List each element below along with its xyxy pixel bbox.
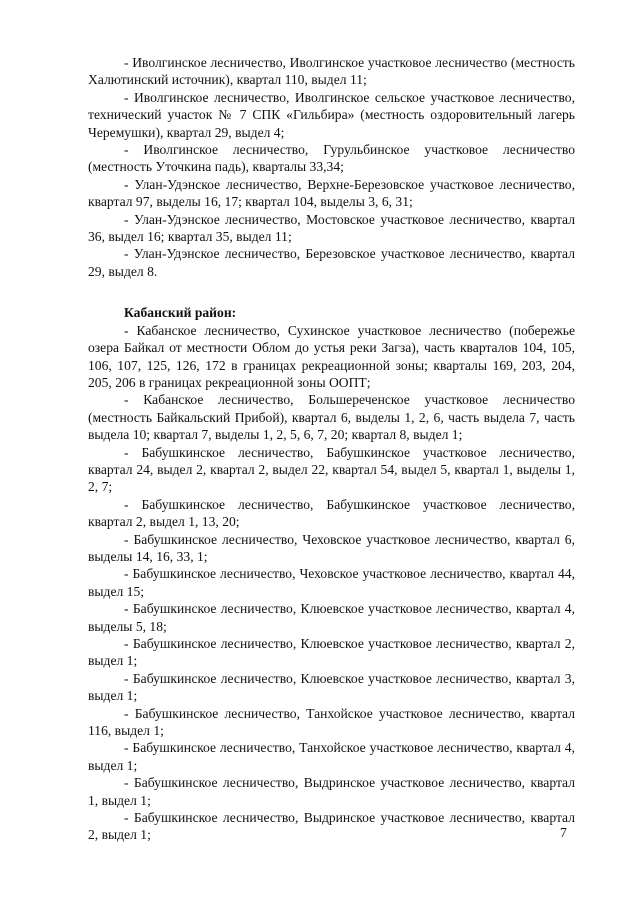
paragraph: - Бабушкинское лесничество, Бабушкинское участковое лесничество, квартал 24, выдел 2, квартал 2, выдел 22, квартал 54, выдел 5, квартал 1, выделы 1, 2, 7; [88,444,575,495]
section-heading: Кабанский район: [124,305,237,321]
paragraph: - Кабанское лесничество, Большереченское участковое лесничество (местность Байкальский Прибой), квартал 6, выделы 1, 2, 6, часть выдела 7, часть выдела 10; квартал 7, выделы 1, 2, 5, 6, 7, 20; квартал 8, выдел 1; [88,392,575,443]
paragraph: - Иволгинское лесничество, Иволгинское сельское участковое лесничество, технический участок № 7 СПК «Гильбира» (местность оздоровительный лагерь Черемушки), квартал 29, выдел 4; [88,89,575,140]
paragraph: - Бабушкинское лесничество, Клюевское участковое лесничество, квартал 3, выдел 1; [88,670,575,704]
paragraph: - Иволгинское лесничество, Гурульбинское участковое лесничество (местность Уточкина падь), кварталы 33,34; [88,142,575,175]
paragraph: - Иволгинское лесничество, Иволгинское участковое лесничество (местность Халютинский источник), квартал 110, выдел 11; [88,55,575,88]
paragraph: - Бабушкинское лесничество, Выдринское участковое лесничество, квартал 2, выдел 1; [88,810,575,843]
paragraph: - Улан-Удэнское лесничество, Березовское участковое лесничество, квартал 29, выдел 8. [88,246,575,279]
paragraph: - Бабушкинское лесничество, Чеховское участковое лесничество, квартал 6, выделы 14, 16, 33, 1; [88,531,575,564]
paragraph: - Улан-Удэнское лесничество, Верхне-Березовское участковое лесничество, квартал 97, выделы 16, 17; квартал 104, выделы 3, 6, 31; [88,176,575,210]
section-gap [88,280,575,304]
paragraph: - Бабушкинское лесничество, Бабушкинское участковое лесничество, квартал 2, выдел 1, 13, 20; [88,496,575,530]
paragraph: - Бабушкинское лесничество, Танхойское участковое лесничество, квартал 116, выдел 1; [88,705,575,739]
paragraph: - Бабушкинское лесничество, Танхойское участковое лесничество, квартал 4, выдел 1; [88,740,575,773]
paragraph: - Бабушкинское лесничество, Чеховское участковое лесничество, квартал 44, выдел 15; [88,566,575,599]
page-number: 7 [560,825,567,840]
paragraph: - Кабанское лесничество, Сухинское участковое лесничество (побережье озера Байкал от местности Облом до устья реки Загза), часть кварталов 104, 105, 106, 107, 125, 126, 172 в границах рекреационной зоны; кварталы 169, 203, 204, 205, 206 в границах рекреационной зоны ООПТ; [88,322,575,390]
document-body [88,54,575,844]
paragraph: - Бабушкинское лесничество, Выдринское участковое лесничество, квартал 1, выдел 1; [88,775,575,808]
paragraph: - Бабушкинское лесничество, Клюевское участковое лесничество, квартал 2, выдел 1; [88,636,575,669]
paragraph: - Бабушкинское лесничество, Клюевское участковое лесничество, квартал 4, выделы 5, 18; [88,601,575,634]
paragraph: - Улан-Удэнское лесничество, Мостовское участковое лесничество, квартал 36, выдел 16; квартал 35, выдел 11; [88,211,575,245]
